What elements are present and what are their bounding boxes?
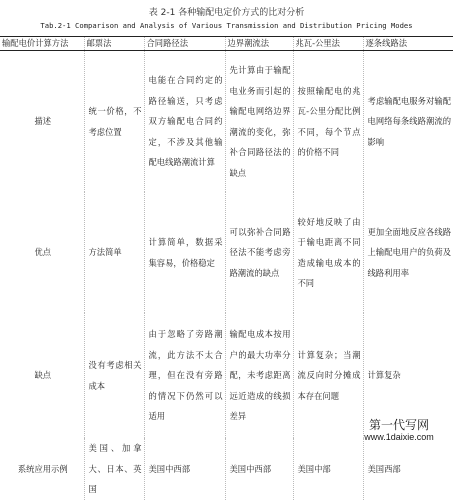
table-cell: 输配电成本按用户的最大功率分配，未考虑距离远近造成的线损差异	[225, 313, 293, 438]
row-label-description: 描述	[34, 116, 52, 127]
header-postage-stamp: 邮票法	[84, 37, 144, 51]
table-cell: 较好地反映了由于输电距离不同造成输电成本的不同	[293, 192, 363, 313]
table-cell: 美国西部	[363, 438, 453, 500]
table-row	[0, 313, 453, 438]
table-row	[0, 51, 453, 193]
row-label-application-examples: 系统应用示例	[17, 463, 68, 474]
table-row	[0, 438, 453, 500]
table-cell: 更加全面地反应各线路上输配电用户的负荷及线路利用率	[363, 192, 453, 313]
table-cell: 计算复杂	[363, 313, 453, 438]
row-label-disadvantages: 缺点	[34, 370, 52, 381]
table-cell: 计算复杂；当潮流反向时分摊成本存在问题	[293, 313, 363, 438]
table-cell: 美国中西部	[144, 438, 225, 500]
header-line-by-line: 逐条线路法	[363, 37, 453, 51]
header-method: 输配电价计算方法	[0, 37, 84, 51]
table-cell: 由于忽略了旁路潮流，此方法不太合理，但在没有旁路的情况下仍然可以适用	[144, 313, 225, 438]
table-cell: 计算简单，数据采集容易，价格稳定	[144, 192, 225, 313]
table-cell: 美国中部	[293, 438, 363, 500]
table-cell: 电能在合同约定的路径输送，只考虑双方输配电合同约定，不涉及其他输配电线路潮流计算	[144, 51, 225, 193]
table-cell: 可以弥补合同路径法不能考虑旁路潮流的缺点	[225, 192, 293, 313]
table-header-row	[0, 37, 453, 51]
table-cell: 没有考虑相关成本	[84, 313, 144, 438]
header-contract-path: 合同路径法	[144, 37, 225, 51]
table-cell: 先计算由于输配电业务而引起的输配电网络边界潮流的变化，弥补合同路径法的缺点	[225, 51, 293, 193]
table-cell: 统一价格，不考虑位置	[84, 51, 144, 193]
pricing-comparison-table	[0, 36, 453, 500]
table-cell: 美国、加拿大、日本、英国	[84, 438, 144, 500]
watermark-url: www.1daixie.com	[364, 432, 434, 442]
table-caption-chinese: 表 2-1 各种输配电定价方式的比对分析	[148, 8, 305, 18]
watermark-site-name: 第一代写网	[368, 418, 429, 432]
header-mw-km: 兆瓦-公里法	[293, 37, 363, 51]
table-caption-english: Tab.2-1 Comparison and Analysis of Various Transmission and Distribution Pricing Modes	[40, 21, 413, 30]
table-row	[0, 192, 453, 313]
table-cell: 按照输配电的兆瓦-公里分配比例不同，每个节点的价格不同	[293, 51, 363, 193]
table-cell: 方法简单	[84, 192, 144, 313]
row-label-advantages: 优点	[34, 247, 52, 258]
table-cell: 美国中西部	[225, 438, 293, 500]
header-boundary-flow: 边界潮流法	[225, 37, 293, 51]
table-cell: 考虑输配电服务对输配电网络每条线路潮流的影响	[363, 51, 453, 193]
